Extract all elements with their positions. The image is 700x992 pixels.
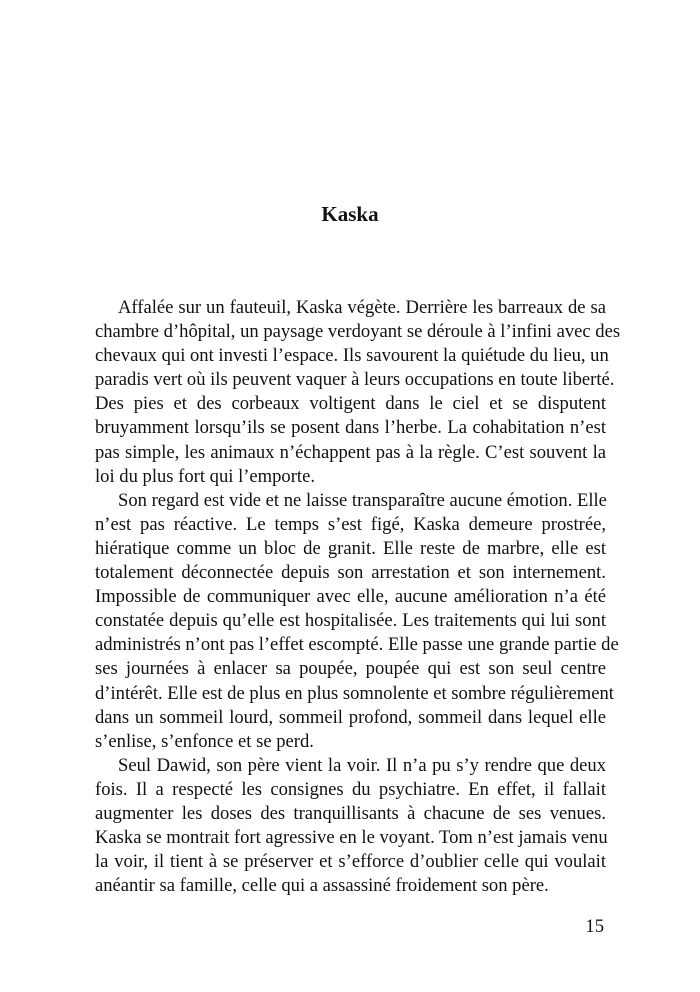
text-line: constatée depuis qu’elle est hospitalisée. Les traitements qui lui sont — [95, 610, 606, 632]
text-line: bruyamment lorsqu’ils se posent dans l’herbe. La cohabitation n’est — [95, 417, 606, 439]
text-line: paradis vert où ils peuvent vaquer à leurs occupations en toute liberté. — [95, 369, 615, 391]
text-line: anéantir sa famille, celle qui a assassiné froidement son père. — [95, 875, 549, 897]
text-line: n’est pas réactive. Le temps s’est figé, Kaska demeure prostrée, — [95, 513, 606, 535]
text-line: pas simple, les animaux n’échappent pas à la règle. C’est souvent la — [95, 441, 606, 463]
text-line: Des pies et des corbeaux voltigent dans le ciel et se disputent — [95, 393, 606, 415]
text-line: ses journées à enlacer sa poupée, poupée qui est son seul centre — [95, 658, 606, 680]
page-number: 15 — [585, 916, 604, 937]
text-line: Seul Dawid, son père vient la voir. Il n’a pu s’y rendre que deux — [118, 754, 606, 776]
text-line: fois. Il a respecté les consignes du psychiatre. En effet, il fallait — [95, 778, 606, 800]
text-line: Impossible de communiquer avec elle, aucune amélioration n’a été — [95, 586, 606, 608]
text-line: administrés n’ont pas l’effet escompté. Elle passe une grande partie de — [95, 634, 619, 656]
text-line: la voir, il tient à se préserver et s’efforce d’oublier celle qui voulait — [95, 851, 606, 873]
text-line: loi du plus fort qui l’emporte. — [95, 465, 315, 487]
text-line: chambre d’hôpital, un paysage verdoyant se déroule à l’infini avec des — [95, 321, 621, 343]
text-line: s’enlise, s’enfonce et se perd. — [95, 730, 314, 752]
text-line: d’intérêt. Elle est de plus en plus somnolente et sombre régulièrement — [95, 682, 614, 704]
text-line: Affalée sur un fauteuil, Kaska végète. Derrière les barreaux de sa — [118, 297, 606, 318]
paragraph-3 — [95, 754, 606, 899]
text-line: hiératique comme un bloc de granit. Elle reste de marbre, elle est — [95, 537, 606, 559]
text-line: augmenter les doses des tranquillisants à chacune de ses venues. — [95, 802, 606, 824]
chapter-body — [95, 296, 621, 898]
paragraph-2 — [95, 489, 619, 754]
text-line: chevaux qui ont investi l’espace. Ils savourent la quiétude du lieu, un — [95, 345, 609, 367]
text-line: dans un sommeil lourd, sommeil profond, sommeil dans lequel elle — [95, 706, 606, 728]
chapter-title: Kaska — [321, 202, 379, 226]
text-line: Son regard est vide et ne laisse transparaître aucune émotion. Elle — [118, 489, 607, 511]
text-line: Kaska se montrait fort agressive en le voyant. Tom n’est jamais venu — [95, 827, 608, 849]
text-line: totalement déconnectée depuis son arrestation et son internement. — [95, 562, 606, 584]
paragraph-1 — [95, 296, 621, 489]
